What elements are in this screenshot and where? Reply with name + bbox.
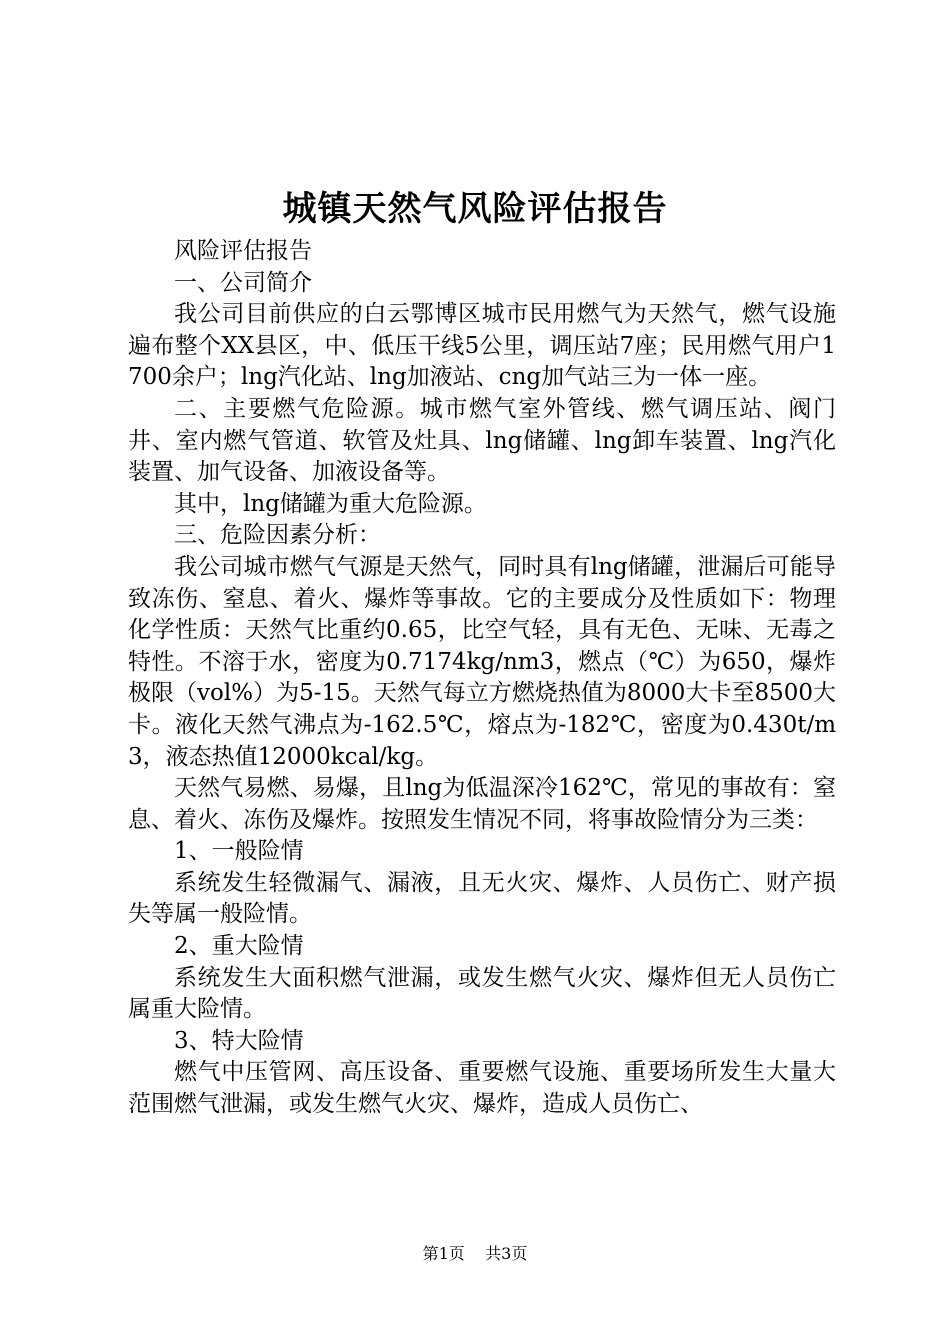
paragraph-major-danger: 系统发生大面积燃气泄漏，或发生燃气火灾、爆炸但无人员伤亡属重大险情。 [128,964,836,1023]
paragraph-hazard-sources: 二、主要燃气危险源。城市燃气室外管线、燃气调压站、阀门井、室内燃气管道、软管及灶具、lng储罐、lng卸车装置、lng汽化装置、加气设备、加液设备等。 [128,395,836,486]
document-title: 城镇天然气风险评估报告 [282,189,668,229]
paragraph-company-intro: 我公司目前供应的白云鄂博区城市民用燃气为天然气，燃气设施遍布整个XX县区，中、低压干线5公里，调压站7座；民用燃气用户1700余户；lng汽化站、lng加液站、cng加气站三为一体一座。 [128,301,836,391]
paragraph-section-1-heading: 一、公司简介 [174,269,312,296]
page-footer [0,1243,950,1265]
paragraph-extreme-danger: 燃气中压管网、高压设备、重要燃气设施、重要场所发生大量大范围燃气泄漏，或发生燃气火灾、爆炸，造成人员伤亡、 [128,1059,836,1118]
paragraph-general-danger: 系统发生轻微漏气、漏液，且无火灾、爆炸、人员伤亡、财产损失等属一般险情。 [128,869,836,928]
paragraph-major-hazard: 其中，lng储罐为重大危险源。 [174,490,487,517]
paragraph-section-3-heading: 三、危险因素分析： [174,522,381,549]
paragraph-accident-types: 天然气易燃、易爆，且lng为低温深冷162℃，常见的事故有：窒息、着火、冻伤及爆炸。按照发生情况不同，将事故险情分为三类： [128,775,836,833]
page-number-current: 第1页 [422,1244,465,1263]
paragraph-report-heading: 风险评估报告 [174,238,312,264]
footer-gap [470,1244,480,1263]
document-body [128,236,836,1121]
paragraph-general-danger-heading: 1、一般险情 [174,838,304,865]
paragraph-extreme-danger-heading: 3、特大险情 [174,1027,304,1054]
page-number-total: 共3页 [485,1244,528,1263]
paragraph-major-danger-heading: 2、重大险情 [174,933,304,960]
paragraph-risk-analysis: 我公司城市燃气气源是天然气，同时具有lng储罐，泄漏后可能导致冻伤、窒息、着火、爆炸等事故。它的主要成分及性质如下：物理化学性质：天然气比重约0.65，比空气轻，具有无色、无味、无毒之特性。不溶于水，密度为0.7174kg/nm3，燃点（℃）为650，爆炸极限（vol%）为5-15。天然气每立方燃烧热值为8000大卡至8500大卡。液化天然气沸点为-162.5℃，熔点为-182℃，密度为0.430t/m3，液态热值12000kcal/kg。 [128,553,836,770]
